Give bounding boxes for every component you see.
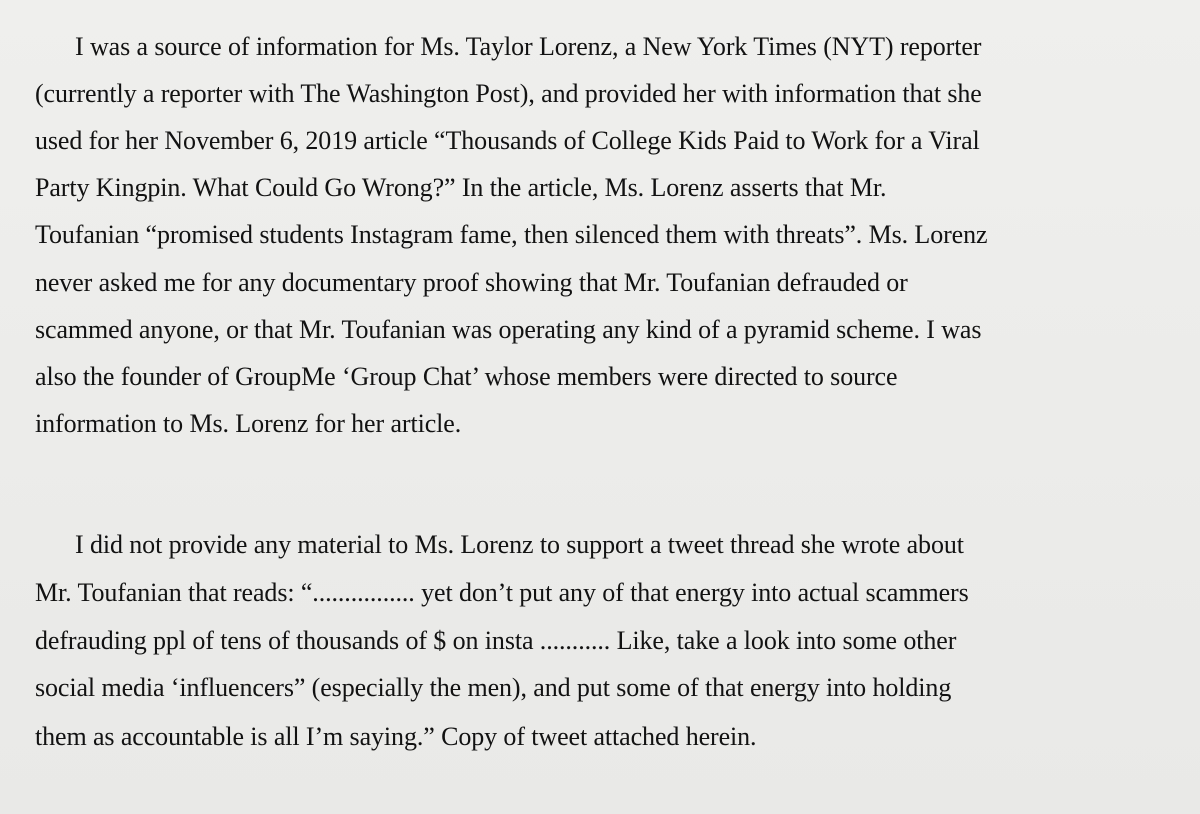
paragraph-1-line-3: used for her November 6, 2019 article “Thousands of College Kids Paid to Work for a Viral [35,126,980,155]
paragraph-1-line-1: I was a source of information for Ms. Taylor Lorenz, a New York Times (NYT) reporter [75,32,982,61]
paragraph-1-line-9: information to Ms. Lorenz for her article. [35,409,462,438]
paragraph-1-line-4: Party Kingpin. What Could Go Wrong?” In the article, Ms. Lorenz asserts that Mr. [35,173,887,202]
paragraph-2-line-2: Mr. Toufanian that reads: “................ yet don’t put any of that energy into actual scammers [35,578,969,607]
paragraph-2-line-5: them as accountable is all I’m saying.” Copy of tweet attached herein. [35,722,757,751]
paragraph-1-line-6: never asked me for any documentary proof showing that Mr. Toufanian defrauded or [35,268,908,297]
paragraph-2-line-3: defrauding ppl of tens of thousands of $ on insta ........... Like, take a look into some other [35,626,957,655]
paragraph-1-line-5: Toufanian “promised students Instagram fame, then silenced them with threats”. Ms. Lorenz [35,220,988,249]
paragraph-2-line-1: I did not provide any material to Ms. Lorenz to support a tweet thread she wrote about [75,530,964,559]
paragraph-2-line-4: social media ‘influencers” (especially the men), and put some of that energy into holding [35,673,952,702]
paragraph-1-line-8: also the founder of GroupMe ‘Group Chat’ whose members were directed to source [35,362,898,391]
paragraph-1-line-2: (currently a reporter with The Washington Post), and provided her with information that she [35,79,982,108]
paragraph-1-line-7: scammed anyone, or that Mr. Toufanian was operating any kind of a pyramid scheme. I was [35,315,982,344]
